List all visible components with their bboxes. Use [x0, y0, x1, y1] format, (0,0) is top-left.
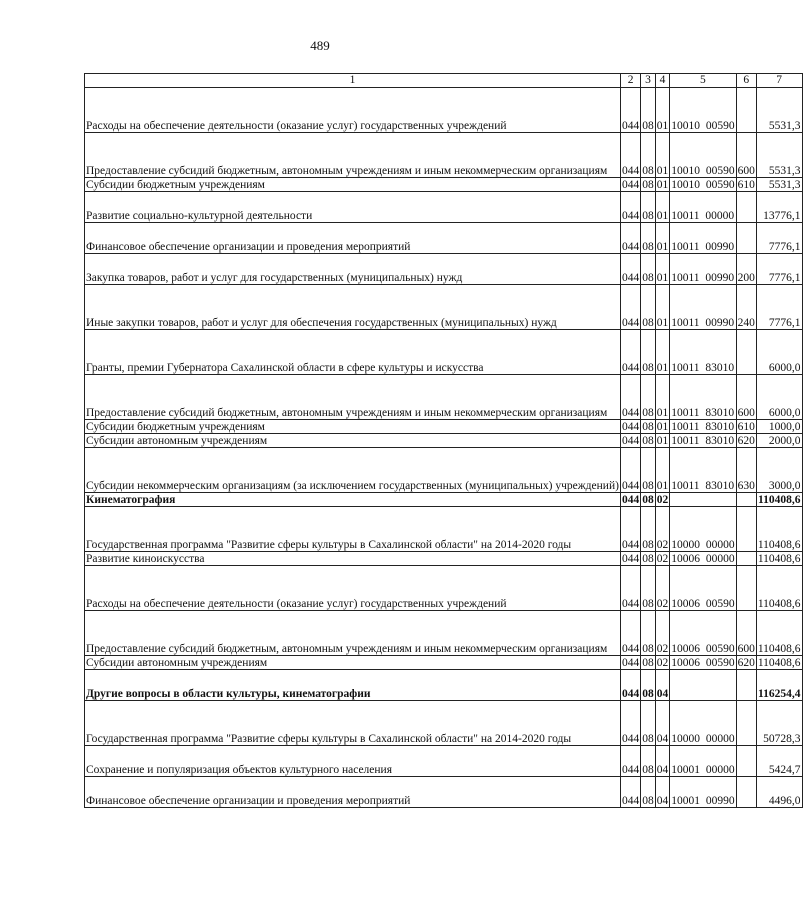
- section-code-cell: 08: [641, 88, 656, 133]
- subsection-code-cell: 01: [655, 88, 670, 133]
- amount-cell: 6000,0: [756, 375, 802, 420]
- header-cell: 3: [641, 74, 656, 88]
- expense-type-cell: [736, 701, 756, 746]
- subsection-code-cell: 04: [655, 777, 670, 808]
- item-name-cell: Предоставление субсидий бюджетным, автономным учреждениям и иным некоммерческим организациям: [85, 375, 621, 420]
- expense-type-cell: 610: [737, 178, 755, 191]
- ministry-code-cell: 044: [620, 611, 640, 656]
- section-code-cell: 08: [641, 330, 656, 375]
- table-row: [85, 566, 803, 611]
- subsection-code-cell: 02: [656, 493, 669, 506]
- amount-cell: 1000,0: [756, 420, 802, 434]
- target-article-cell: 10011 83010: [670, 448, 736, 493]
- header-cell: 4: [655, 74, 670, 88]
- expense-type-cell: [736, 507, 756, 552]
- target-article-cell: 10006 00590: [670, 566, 736, 611]
- subsection-code-cell: 01: [655, 330, 670, 375]
- target-article-cell: 10011 00990: [670, 285, 736, 330]
- ministry-code-cell: 044: [620, 448, 640, 493]
- table-row: [85, 746, 803, 777]
- item-name-cell: Расходы на обеспечение деятельности (оказание услуг) государственных учреждений: [85, 566, 621, 611]
- table-row: [85, 507, 803, 552]
- ministry-code-cell: 044: [620, 507, 640, 552]
- table-row: [85, 434, 803, 448]
- table-row: [85, 777, 803, 808]
- amount-cell: 110408,6: [758, 493, 801, 506]
- amount-cell: 13776,1: [756, 192, 802, 223]
- section-code-cell: 08: [641, 566, 656, 611]
- expense-type-cell: 240: [736, 285, 756, 330]
- target-article-cell: 10000 00000: [670, 701, 736, 746]
- item-name-cell: Кинематография: [85, 493, 621, 507]
- table-row: [85, 670, 803, 701]
- subsection-code-cell: 01: [655, 285, 670, 330]
- target-article-cell: [670, 670, 736, 701]
- target-article-cell: 10011 00990: [670, 254, 736, 285]
- subsection-code-cell: 01: [656, 420, 669, 433]
- item-name-cell: Предоставление субсидий бюджетным, автономным учреждениям и иным некоммерческим организациям: [85, 611, 621, 656]
- amount-cell: 110408,6: [757, 552, 801, 565]
- target-article-cell: 10010 00590: [671, 178, 735, 191]
- expense-type-cell: 610: [737, 420, 755, 433]
- ministry-code-cell: 044: [621, 434, 640, 447]
- subsection-code-cell: 01: [656, 178, 669, 191]
- target-article-cell: 10011 83010: [670, 375, 736, 420]
- item-name-cell: Финансовое обеспечение организации и проведения мероприятий: [85, 223, 621, 254]
- target-article-cell: 10010 00590: [670, 88, 736, 133]
- amount-cell: 5531,3: [756, 88, 802, 133]
- target-article-cell: 10001 00000: [670, 746, 736, 777]
- expense-type-cell: 200: [736, 254, 756, 285]
- item-name-cell: Иные закупки товаров, работ и услуг для обеспечения государственных (муниципальных) нужд: [85, 285, 621, 330]
- amount-cell: 7776,1: [756, 223, 802, 254]
- item-name-cell: Закупка товаров, работ и услуг для государственных (муниципальных) нужд: [85, 254, 621, 285]
- subsection-code-cell: 01: [655, 223, 670, 254]
- page-number: 489: [310, 38, 330, 53]
- subsection-code-cell: 01: [655, 254, 670, 285]
- ministry-code-cell: 044: [621, 656, 640, 669]
- header-cell: 1: [85, 74, 621, 88]
- subsection-code-cell: 02: [655, 611, 670, 656]
- ministry-code-cell: 044: [620, 192, 640, 223]
- amount-cell: 5531,3: [756, 133, 802, 178]
- header-row: [85, 74, 803, 88]
- subsection-code-cell: 02: [655, 566, 670, 611]
- section-code-cell: 08: [641, 777, 656, 808]
- table-body: [85, 88, 803, 808]
- item-name-cell: Развитие киноискусства: [85, 552, 621, 566]
- amount-cell: 110408,6: [757, 656, 801, 669]
- section-code-cell: 08: [642, 420, 654, 433]
- table-row: [85, 88, 803, 133]
- expense-type-cell: 600: [736, 133, 756, 178]
- section-code-cell: 08: [642, 552, 654, 565]
- target-article-cell: 10011 83010: [671, 420, 735, 433]
- header-cell: 7: [756, 74, 802, 88]
- section-code-cell: 08: [641, 670, 656, 701]
- section-code-cell: 08: [642, 656, 654, 669]
- ministry-code-cell: 044: [620, 254, 640, 285]
- amount-cell: 2000,0: [756, 434, 802, 448]
- expense-type-cell: [736, 670, 756, 701]
- item-name-cell: Другие вопросы в области культуры, кинематографии: [85, 670, 621, 701]
- subsection-code-cell: 01: [655, 133, 670, 178]
- ministry-code-cell: 044: [620, 375, 640, 420]
- expense-type-cell: [736, 746, 756, 777]
- section-code-cell: 08: [641, 133, 656, 178]
- section-code-cell: 08: [641, 448, 656, 493]
- target-article-cell: 10001 00990: [670, 777, 736, 808]
- table-row: [85, 701, 803, 746]
- section-code-cell: 08: [642, 434, 654, 447]
- amount-cell: 6000,0: [756, 330, 802, 375]
- subsection-code-cell: 01: [656, 434, 669, 447]
- subsection-code-cell: 04: [655, 670, 670, 701]
- ministry-code-cell: 044: [621, 178, 640, 191]
- target-article-cell: [670, 493, 736, 507]
- item-name-cell: Гранты, премии Губернатора Сахалинской области в сфере культуры и искусства: [85, 330, 621, 375]
- ministry-code-cell: 044: [620, 133, 640, 178]
- table-row: [85, 285, 803, 330]
- amount-cell: 7776,1: [756, 254, 802, 285]
- item-name-cell: Субсидии автономным учреждениям: [85, 656, 621, 670]
- expense-type-cell: 600: [736, 611, 756, 656]
- amount-cell: 110408,6: [756, 507, 802, 552]
- expense-type-cell: [736, 223, 756, 254]
- table-row: [85, 223, 803, 254]
- subsection-code-cell: 04: [655, 746, 670, 777]
- item-name-cell: Субсидии автономным учреждениям: [85, 434, 621, 448]
- section-code-cell: 08: [641, 192, 656, 223]
- section-code-cell: 08: [642, 178, 654, 191]
- ministry-code-cell: 044: [620, 223, 640, 254]
- item-name-cell: Субсидии бюджетным учреждениям: [85, 178, 621, 192]
- ministry-code-cell: 044: [621, 552, 640, 565]
- header-cell: 5: [670, 74, 736, 88]
- ministry-code-cell: 044: [620, 746, 640, 777]
- item-name-cell: Предоставление субсидий бюджетным, автономным учреждениям и иным некоммерческим организациям: [85, 133, 621, 178]
- target-article-cell: 10006 00000: [671, 552, 735, 565]
- item-name-cell: Субсидии бюджетным учреждениям: [85, 420, 621, 434]
- ministry-code-cell: 044: [620, 670, 640, 701]
- ministry-code-cell: 044: [621, 493, 640, 506]
- expense-type-cell: 630: [736, 448, 756, 493]
- subsection-code-cell: 02: [655, 507, 670, 552]
- amount-cell: 5531,3: [756, 178, 802, 192]
- header-cell: 2: [620, 74, 640, 88]
- table-row: [85, 375, 803, 420]
- target-article-cell: 10011 83010: [671, 434, 735, 447]
- target-article-cell: 10010 00590: [670, 133, 736, 178]
- ministry-code-cell: 044: [620, 330, 640, 375]
- amount-cell: 5424,7: [756, 746, 802, 777]
- subsection-code-cell: 01: [655, 375, 670, 420]
- subsection-code-cell: 02: [656, 552, 669, 565]
- expense-type-cell: [736, 88, 756, 133]
- table-row: [85, 552, 803, 566]
- target-article-cell: 10011 00000: [670, 192, 736, 223]
- expense-type-cell: [736, 777, 756, 808]
- table-row: [85, 656, 803, 670]
- section-code-cell: 08: [641, 375, 656, 420]
- item-name-cell: Субсидии некоммерческим организациям (за исключением государственных (муниципальных) учреждений): [85, 448, 621, 493]
- table-row: [85, 493, 803, 507]
- amount-cell: 7776,1: [756, 285, 802, 330]
- expense-type-cell: 600: [736, 375, 756, 420]
- section-code-cell: 08: [641, 746, 656, 777]
- ministry-code-cell: 044: [620, 777, 640, 808]
- expense-type-cell: [736, 330, 756, 375]
- subsection-code-cell: 01: [655, 192, 670, 223]
- subsection-code-cell: 01: [655, 448, 670, 493]
- table-row: [85, 448, 803, 493]
- table-row: [85, 611, 803, 656]
- table-row: [85, 178, 803, 192]
- table-row: [85, 330, 803, 375]
- expense-type-cell: [736, 192, 756, 223]
- expense-type-cell: [736, 552, 756, 566]
- amount-cell: 116254,4: [756, 670, 802, 701]
- section-code-cell: 08: [641, 223, 656, 254]
- target-article-cell: 10000 00000: [670, 507, 736, 552]
- header-cell: 6: [736, 74, 756, 88]
- ministry-code-cell: 044: [620, 285, 640, 330]
- table-row: [85, 254, 803, 285]
- subsection-code-cell: 04: [655, 701, 670, 746]
- section-code-cell: 08: [641, 611, 656, 656]
- target-article-cell: 10011 83010: [670, 330, 736, 375]
- target-article-cell: 10011 00990: [670, 223, 736, 254]
- section-code-cell: 08: [641, 507, 656, 552]
- item-name-cell: Государственная программа "Развитие сферы культуры в Сахалинской области" на 2014-2020 годы: [85, 701, 621, 746]
- expense-type-cell: [736, 566, 756, 611]
- amount-cell: 50728,3: [756, 701, 802, 746]
- item-name-cell: Расходы на обеспечение деятельности (оказание услуг) государственных учреждений: [85, 88, 621, 133]
- ministry-code-cell: 044: [620, 701, 640, 746]
- subsection-code-cell: 02: [656, 656, 669, 669]
- item-name-cell: Финансовое обеспечение организации и проведения мероприятий: [85, 777, 621, 808]
- expense-type-cell: 620: [737, 434, 755, 447]
- target-article-cell: 10006 00590: [671, 656, 735, 669]
- amount-cell: 110408,6: [756, 566, 802, 611]
- table-row: [85, 420, 803, 434]
- table-row: [85, 133, 803, 178]
- item-name-cell: Государственная программа "Развитие сферы культуры в Сахалинской области" на 2014-2020 годы: [85, 507, 621, 552]
- section-code-cell: 08: [641, 285, 656, 330]
- table-row: [85, 192, 803, 223]
- section-code-cell: 08: [642, 493, 654, 506]
- section-code-cell: 08: [641, 254, 656, 285]
- ministry-code-cell: 044: [621, 420, 640, 433]
- expense-type-cell: 620: [737, 656, 755, 669]
- budget-table: [84, 73, 803, 808]
- section-code-cell: 08: [641, 701, 656, 746]
- amount-cell: 3000,0: [756, 448, 802, 493]
- ministry-code-cell: 044: [620, 88, 640, 133]
- expense-type-cell: [736, 493, 756, 507]
- item-name-cell: Развитие социально-культурной деятельности: [85, 192, 621, 223]
- item-name-cell: Сохранение и популяризация объектов культурного населения: [85, 746, 621, 777]
- amount-cell: 4496,0: [756, 777, 802, 808]
- amount-cell: 110408,6: [756, 611, 802, 656]
- target-article-cell: 10006 00590: [670, 611, 736, 656]
- ministry-code-cell: 044: [620, 566, 640, 611]
